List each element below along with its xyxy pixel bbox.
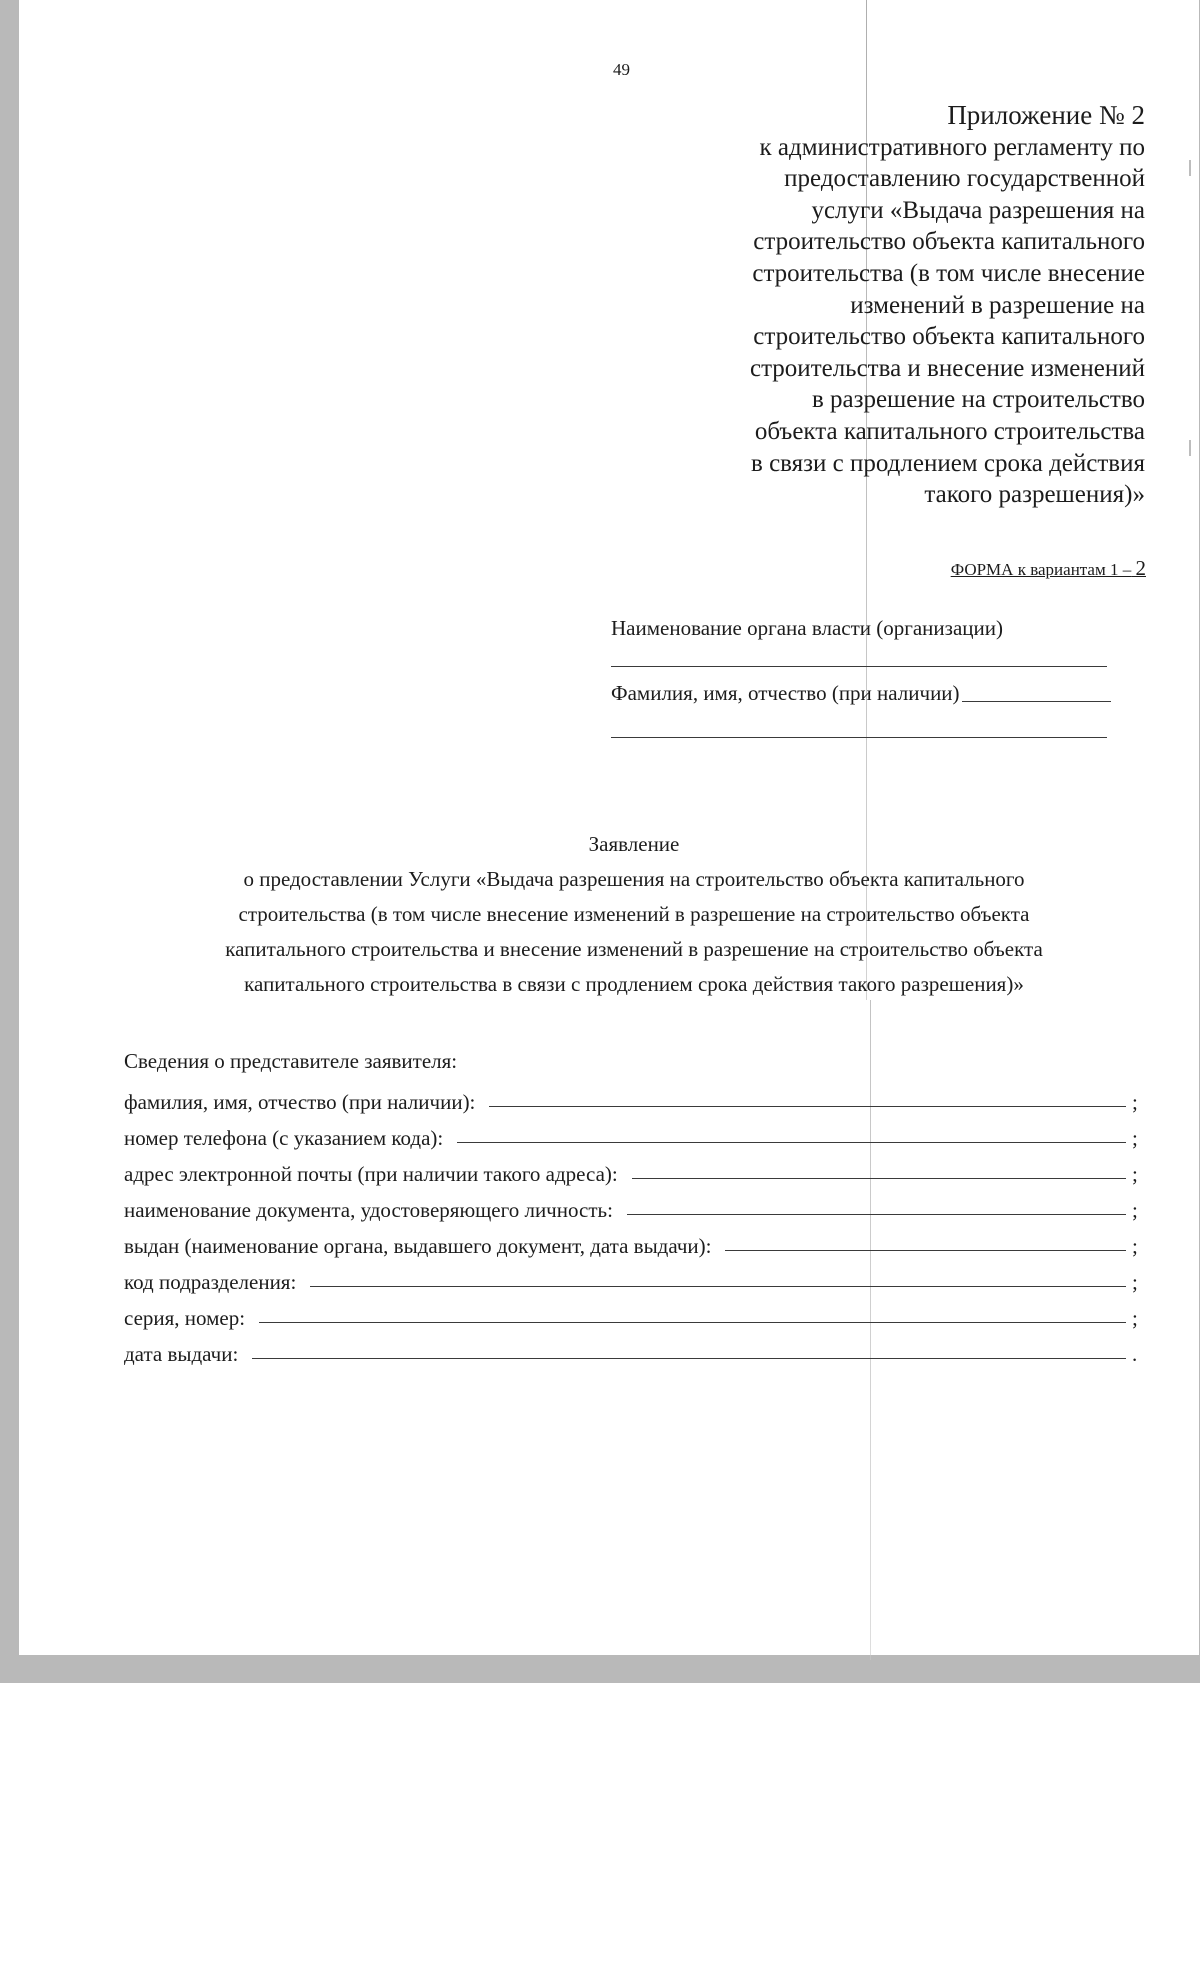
appendix-line: в разрешение на строительство [811,386,1145,414]
representative-field-row [124,1223,1144,1259]
field-terminator: ; [1132,1126,1138,1150]
scan-edge-mark [1189,440,1191,456]
field-label: фамилия, имя, отчество (при наличии): [124,1090,476,1114]
form-variant-number: 2 [1135,556,1146,580]
email-input-line[interactable] [632,1178,1126,1179]
field-terminator: ; [1132,1270,1138,1294]
addressee-fio-row [611,681,1111,706]
statement-line: строительства (в том числе внесение изменений в разрешение на строительство объекта [238,902,1030,926]
field-label: выдан (наименование органа, выдавшего документ, дата выдачи): [124,1234,712,1258]
issued-by-input-line[interactable] [725,1250,1126,1251]
page-number: 49 [613,60,630,79]
representative-field-row [124,1115,1144,1151]
appendix-line: предоставлению государственной [784,165,1145,193]
fio-input-line[interactable] [489,1106,1126,1107]
appendix-line: строительства (в том числе внесение [752,259,1145,287]
form-variant-text: ФОРМА к вариантам 1 – [950,560,1132,579]
appendix-line: такого разрешения)» [924,481,1145,509]
field-terminator: ; [1132,1090,1138,1114]
field-label: номер телефона (с указанием кода): [124,1126,444,1150]
appendix-line: в связи с продлением срока действия [751,449,1145,477]
field-label: код подразделения: [124,1270,297,1294]
field-terminator: . [1132,1342,1138,1366]
id-document-input-line[interactable] [627,1214,1126,1215]
addressee-block [611,616,1111,738]
representative-section [124,1043,1144,1367]
appendix-line: строительство объекта капитального [753,228,1145,256]
division-code-input-line[interactable] [310,1286,1126,1287]
representative-field-row [124,1187,1144,1223]
field-label: адрес электронной почты (при наличии такого адреса): [124,1162,618,1186]
representative-field-row [124,1331,1144,1367]
field-label: серия, номер: [124,1306,246,1330]
field-terminator: ; [1132,1306,1138,1330]
statement-heading [139,827,1129,1002]
appendix-header [659,100,1145,511]
document-page [19,0,1199,1655]
representative-field-row [124,1079,1144,1115]
org-name-field[interactable] [611,665,1107,667]
appendix-line: объекта капитального строительства [754,417,1145,445]
series-number-input-line[interactable] [259,1322,1126,1323]
field-label: дата выдачи: [124,1342,239,1366]
appendix-line: услуги «Выдача разрешения на [811,196,1145,224]
appendix-title: Приложение № 2 [947,100,1145,130]
issue-date-input-line[interactable] [252,1358,1126,1359]
statement-line: капитального строительства в связи с продлением срока действия такого разрешения)» [244,972,1024,996]
field-terminator: ; [1132,1234,1138,1258]
field-label: наименование документа, удостоверяющего личность: [124,1198,613,1222]
representative-field-row [124,1151,1144,1187]
scan-edge-mark [1189,160,1191,176]
appendix-line: строительства и внесение изменений [749,354,1145,382]
representative-field-row [124,1295,1144,1331]
addressee-fio-field-extra[interactable] [611,736,1107,738]
appendix-line: строительство объекта капитального [753,323,1145,351]
appendix-line: изменений в разрешение на [850,291,1145,319]
addressee-fio-label: Фамилия, имя, отчество (при наличии) [611,681,960,705]
form-variant-label [819,556,1146,581]
addressee-fio-field[interactable] [962,701,1111,702]
representative-field-row [124,1259,1144,1295]
representative-header: Сведения о представителе заявителя: [124,1049,458,1073]
statement-line: капитального строительства и внесение изменений в разрешение на строительство объекта [225,937,1043,961]
statement-title: Заявление [588,832,680,856]
org-name-label: Наименование органа власти (организации) [611,616,1003,640]
field-terminator: ; [1132,1198,1138,1222]
appendix-line: к административного регламенту по [759,133,1145,161]
phone-input-line[interactable] [457,1142,1126,1143]
statement-line: о предоставлении Услуги «Выдача разрешения на строительство объекта капитального [243,867,1025,891]
field-terminator: ; [1132,1162,1138,1186]
